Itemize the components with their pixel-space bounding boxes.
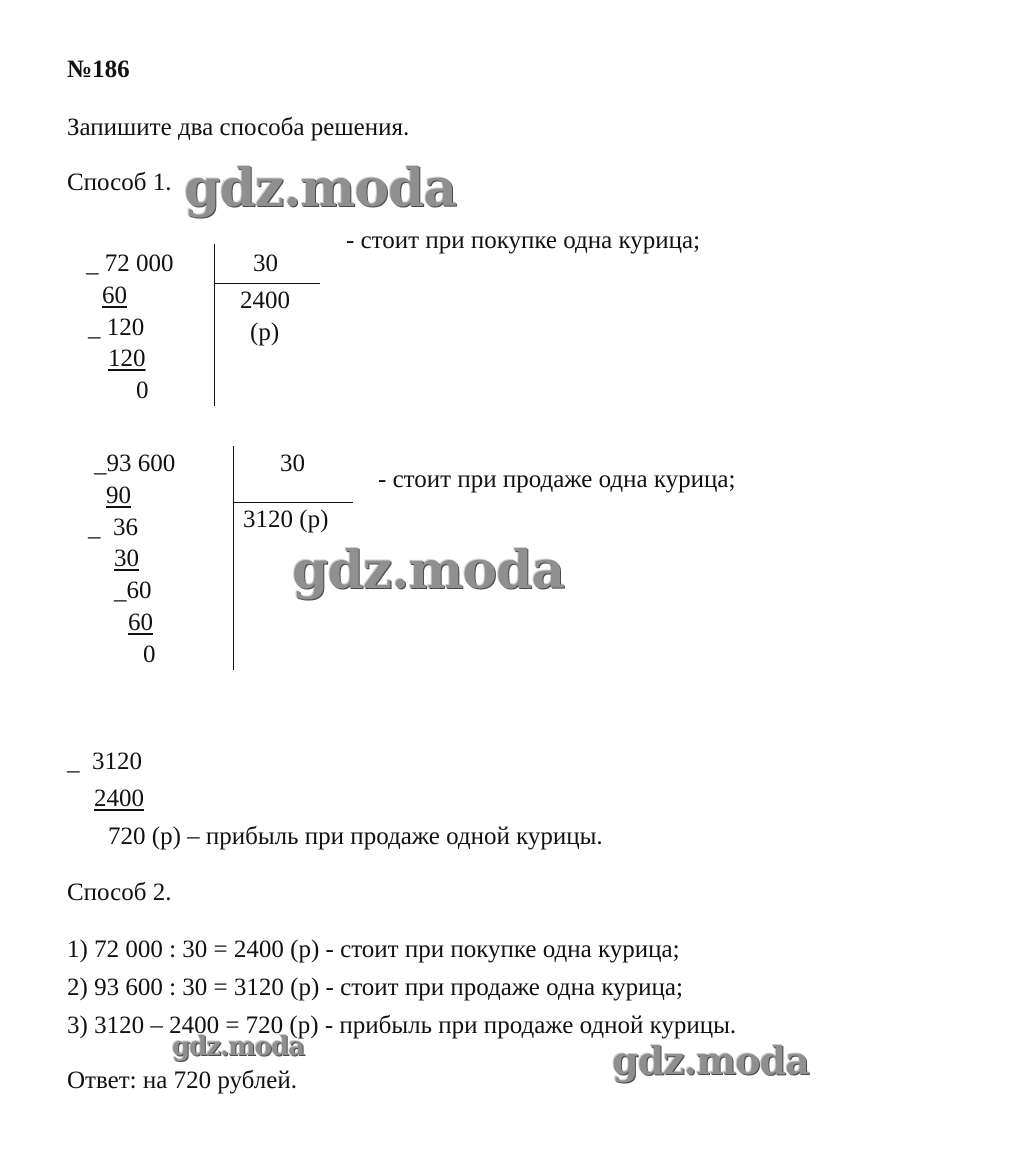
div2-quotient: 3120 (р): [243, 506, 329, 533]
method2-line: 2) 93 600 : 30 = 3120 (р) - стоит при продаже одна курица;: [67, 974, 683, 1001]
div1-step: 60: [102, 282, 127, 309]
sub-result: 720 (р) – прибыль при продаже одной курицы.: [108, 823, 603, 850]
answer: Ответ: на 720 рублей.: [67, 1067, 297, 1094]
div2-note: - стоит при продаже одна курица;: [378, 466, 736, 493]
div1-step: _ 120: [88, 314, 145, 341]
div2-step: 30: [114, 545, 139, 572]
div2-dividend: _93 600: [94, 450, 176, 477]
div1-horizontal-bar: [214, 283, 320, 284]
task-text: Запишите два способа решения.: [67, 114, 410, 141]
watermark: gdz.moda: [292, 540, 565, 601]
div2-step: 90: [106, 482, 131, 509]
sub-subtrahend: 2400: [94, 785, 144, 812]
div1-unit: (р): [250, 319, 280, 346]
div2-divisor: 30: [280, 450, 305, 477]
method2-line: 1) 72 000 : 30 = 2400 (р) - стоит при покупке одна курица;: [67, 936, 680, 963]
method1-label: Способ 1.: [67, 169, 172, 196]
div2-step: 0: [143, 641, 156, 668]
method2-label: Способ 2.: [67, 879, 172, 906]
watermark: gdz.moda: [612, 1038, 809, 1083]
div2-horizontal-bar: [233, 502, 353, 503]
sub-minuend: _ 3120: [67, 748, 142, 775]
div2-step: _ 36: [88, 514, 138, 541]
div2-vertical-bar: [233, 446, 234, 670]
watermark: gdz.moda: [184, 158, 457, 219]
problem-number: №186: [67, 56, 130, 83]
div2-step: 60: [128, 609, 153, 636]
div2-step: _60: [114, 577, 152, 604]
div1-step: 0: [136, 377, 149, 404]
watermark: gdz.moda: [172, 1032, 305, 1062]
method2-line: 3) 3120 – 2400 = 720 (р) - прибыль при продаже одной курицы.: [67, 1012, 737, 1039]
div1-step: 120: [108, 345, 146, 372]
div1-note: - стоит при покупке одна курица;: [346, 227, 701, 254]
div1-divisor: 30: [253, 250, 278, 277]
div1-vertical-bar: [214, 244, 215, 406]
div1-dividend: _ 72 000: [86, 250, 174, 277]
div1-quotient: 2400: [240, 287, 290, 314]
